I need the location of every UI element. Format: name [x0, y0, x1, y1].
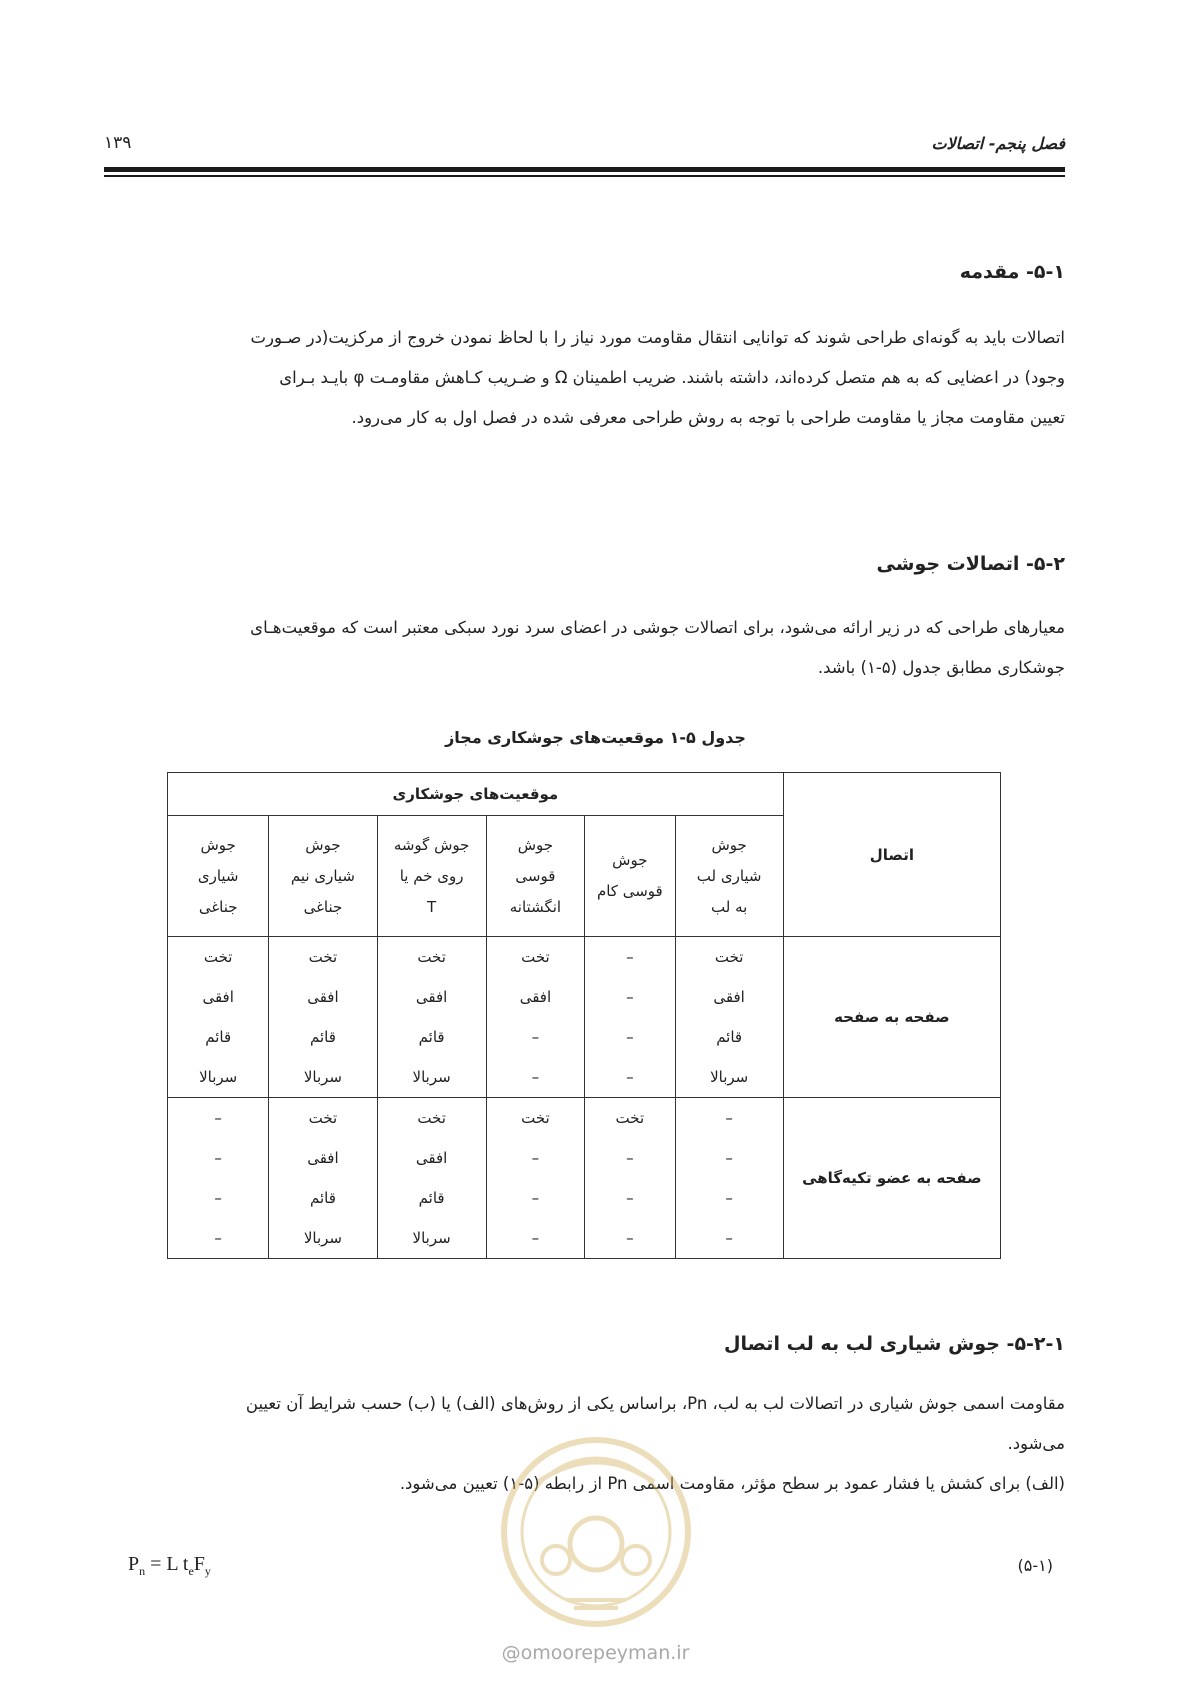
equation-rhs: = L t [145, 1553, 189, 1575]
col-header-line: شیاری [197, 866, 239, 885]
table-cell [675, 1098, 783, 1259]
cell-value: سربالا [303, 1068, 343, 1086]
table-row [168, 1098, 1001, 1259]
col-header-half-v-groove [269, 816, 377, 937]
cell-value: – [626, 1189, 634, 1207]
cell-value: تخت [203, 948, 233, 966]
watermark-url: @omoorepeyman.ir [501, 1642, 690, 1664]
table-cell [168, 1098, 269, 1259]
cell-value: – [531, 1189, 540, 1207]
cell-value: قائم [309, 1189, 336, 1207]
equation-rhs: F [193, 1553, 205, 1575]
header-rule-thick [104, 167, 1065, 172]
col-header-line: جوش گوشه [393, 835, 470, 854]
cell-value: – [214, 1229, 222, 1247]
cell-value: – [214, 1109, 222, 1127]
col-header-line: T [427, 897, 437, 916]
section-heading-welded: ۵-۲- اتصالات جوشی [876, 553, 1065, 575]
equation-lhs-subscript: n [139, 1564, 146, 1578]
cell-value: – [725, 1149, 733, 1167]
col-header-line: جناغی [303, 897, 343, 916]
table-cell [486, 1098, 584, 1259]
table-caption: جدول ۵-۱ موقعیت‌های جوشکاری مجاز [445, 728, 746, 747]
row-label-sheet-to-support: صفحه به عضو تکیه‌گاهی [783, 1098, 1000, 1259]
cell-value: سربالا [199, 1068, 238, 1086]
col-header-line: شیاری لب [696, 866, 762, 885]
welded-line: معیارهای طراحی که در زیر ارائه می‌شود، برای اتصالات جوشی در اعضای سرد نورد سبکی معتبر است که موقعیت‌هـای [250, 618, 1065, 637]
equation-formula [128, 1553, 211, 1579]
cell-value: افقی [307, 988, 339, 1006]
intro-line: اتصالات باید به گونه‌ای طراحی شوند که توانایی انتقال مقاومت مورد نیاز را با لحاظ نمودن خروج از مرکزیت(در صـورت [250, 328, 1065, 347]
table-header-row [168, 773, 1001, 816]
table-cell [585, 1098, 675, 1259]
positions-group-header: موقعیت‌های جوشکاری [168, 773, 784, 816]
cell-value: تخت [417, 1109, 446, 1127]
col-header-line: جوش [200, 835, 236, 854]
col-header-line: روی خم یا [399, 866, 464, 885]
welded-paragraph [114, 608, 1065, 688]
equation-number: (۵-۱) [1017, 1556, 1053, 1575]
connection-header: اتصال [783, 773, 1000, 937]
cell-value: – [214, 1189, 222, 1207]
butt-groove-line: مقاومت اسمی جوش شیاری در اتصالات لب به لب، Pn، براساس یکی از روش‌های (الف) یا (ب) حسب شرایط آن تعیین [245, 1394, 1065, 1413]
cell-value: افقی [415, 1149, 448, 1167]
intro-paragraph [114, 318, 1065, 438]
col-header-line: جوش [517, 835, 554, 854]
equation-subscript: e [188, 1564, 194, 1578]
table-cell [377, 1098, 486, 1259]
col-header-line: به لب [711, 897, 748, 916]
chapter-title: فصل پنجم- اتصالات [931, 133, 1065, 153]
cell-value: افقی [202, 988, 234, 1006]
equation-lhs: P [128, 1553, 140, 1575]
col-header-fillet [377, 816, 486, 937]
col-header-line: جوش [612, 851, 648, 869]
table-cell [377, 937, 486, 1098]
cell-value: سربالا [412, 1068, 451, 1086]
cell-value: تخت [714, 948, 744, 966]
col-header-line: قوسی [515, 866, 556, 885]
cell-value: – [626, 988, 634, 1006]
cell-value: – [725, 1229, 733, 1247]
col-header-arc-spot [585, 816, 675, 937]
cell-value: قائم [418, 1189, 445, 1207]
cell-value: قائم [309, 1028, 336, 1046]
col-header-line: قوسی کام [596, 882, 663, 900]
cell-value: قائم [205, 1028, 232, 1046]
butt-groove-line: می‌شود. [1007, 1434, 1065, 1453]
col-header-butt-groove [675, 816, 783, 937]
cell-value: – [626, 1028, 634, 1046]
cell-value: افقی [307, 1149, 339, 1167]
col-header-line: جوش [305, 835, 341, 854]
cell-value: قائم [716, 1028, 743, 1046]
row-label-sheet-to-sheet: صفحه به صفحه [783, 937, 1000, 1098]
intro-line: تعیین مقاومت مجاز یا مقاومت طراحی با توجه به روش طراحی معرفی شده در فصل اول به کار می‌رود. [351, 408, 1065, 427]
col-header-arc-seam [486, 816, 584, 937]
cell-value: سربالا [710, 1068, 749, 1086]
cell-value: تخت [308, 948, 338, 966]
cell-value: – [626, 1068, 634, 1086]
intro-line: وجود) در اعضایی که به هم متصل کرده‌اند، داشته باشند. ضریب اطمینان Ω و ضـریب کـاهش مقاومـت φ بایـد بـرای [279, 368, 1065, 387]
cell-value: – [626, 1229, 634, 1247]
cell-value: – [725, 1189, 733, 1207]
cell-value: قائم [418, 1028, 445, 1046]
table-cell [269, 937, 377, 1098]
table-cell [675, 937, 783, 1098]
welding-positions-table [167, 772, 1001, 1259]
cell-value: – [531, 1028, 540, 1046]
cell-value: تخت [308, 1109, 338, 1127]
cell-value: افقی [713, 988, 745, 1006]
table-cell [585, 937, 675, 1098]
table-cell [486, 937, 584, 1098]
butt-groove-line: (الف) برای کشش یا فشار عمود بر سطح مؤثر، مقاومت اسمی Pn از رابطه (۵-۱) تعیین می‌شود. [399, 1474, 1065, 1493]
equation-subscript: y [204, 1564, 211, 1578]
col-header-v-groove [168, 816, 269, 937]
cell-value: تخت [417, 948, 446, 966]
cell-value: سربالا [412, 1229, 451, 1247]
cell-value: – [531, 1149, 540, 1167]
cell-value: تخت [521, 948, 550, 966]
section-heading-intro: ۵-۱- مقدمه [959, 261, 1065, 283]
page-header [104, 128, 1065, 158]
welded-line: جوشکاری مطابق جدول (۵-۱) باشد. [817, 658, 1065, 677]
cell-value: تخت [521, 1109, 550, 1127]
cell-value: – [531, 1068, 540, 1086]
section-heading-butt-groove: ۵-۲-۱- جوش شیاری لب به لب اتصال [723, 1333, 1065, 1355]
col-header-line: جناغی [198, 897, 238, 916]
table-cell [269, 1098, 377, 1259]
col-header-line: شیاری نیم [290, 866, 355, 885]
header-rule-thin [104, 175, 1065, 177]
cell-value: – [626, 1149, 634, 1167]
cell-value: افقی [519, 988, 552, 1006]
page-number: ۱۳۹ [104, 133, 132, 153]
publisher-seal-watermark [478, 1432, 714, 1632]
col-header-line: جوش [711, 835, 747, 854]
table-row [168, 937, 1001, 1098]
cell-value: – [531, 1229, 540, 1247]
cell-value: افقی [415, 988, 448, 1006]
cell-value: سربالا [303, 1229, 343, 1247]
cell-value: – [214, 1149, 222, 1167]
cell-value: – [725, 1109, 733, 1127]
col-header-line: انگشتانه [509, 897, 562, 916]
cell-value: – [626, 948, 634, 966]
table-cell [168, 937, 269, 1098]
cell-value: تخت [615, 1109, 645, 1127]
